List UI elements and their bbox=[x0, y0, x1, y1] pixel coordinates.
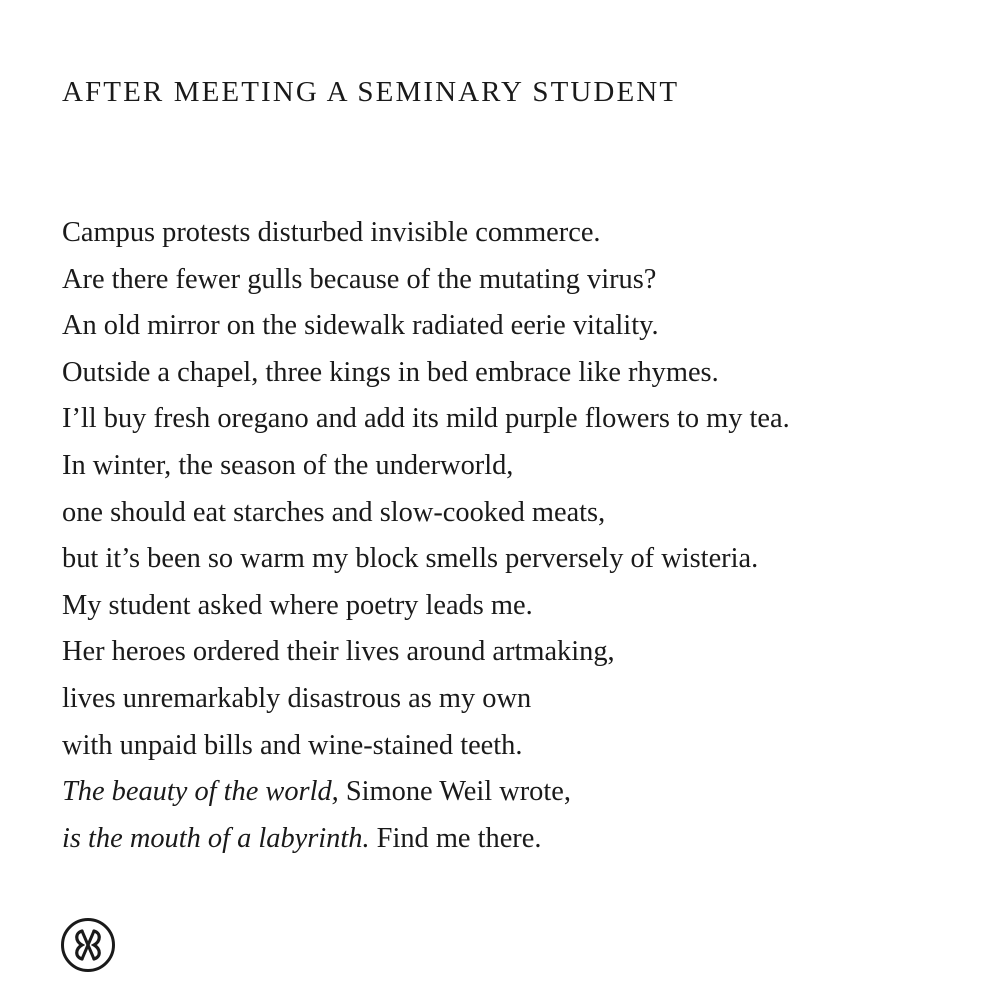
poem-line: one should eat starches and slow-cooked meats, bbox=[62, 496, 606, 528]
poem-line: but it’s been so warm my block smells perversely of wisteria. bbox=[62, 543, 759, 575]
poem-line: In winter, the season of the underworld, bbox=[62, 449, 514, 481]
poem-line: Outside a chapel, three kings in bed embrace like rhymes. bbox=[62, 356, 719, 388]
poem-line: An old mirror on the sidewalk radiated eerie vitality. bbox=[62, 310, 659, 342]
quote-italic: The beauty of the world, bbox=[62, 776, 339, 808]
poem-line: Are there fewer gulls because of the mutating virus? bbox=[62, 263, 657, 295]
poem-line: Campus protests disturbed invisible commerce. bbox=[62, 217, 601, 248]
quote-italic: is the mouth of a labyrinth. bbox=[62, 822, 370, 854]
poem-line: lives unremarkably disastrous as my own bbox=[62, 682, 532, 714]
poem-line: My student asked where poetry leads me. bbox=[62, 589, 533, 621]
poem-line: The beauty of the world, Simone Weil wrote, bbox=[62, 776, 571, 808]
poem-title: AFTER MEETING A SEMINARY STUDENT bbox=[62, 76, 680, 108]
poem-line: is the mouth of a labyrinth. Find me there. bbox=[62, 822, 542, 854]
poem-line: with unpaid bills and wine-stained teeth. bbox=[62, 729, 523, 761]
poem-line: I’ll buy fresh oregano and add its mild purple flowers to my tea. bbox=[62, 403, 790, 435]
poem-line: Her heroes ordered their lives around artmaking, bbox=[62, 636, 615, 668]
poem-body bbox=[62, 210, 790, 862]
circular-monogram-logo-icon bbox=[60, 917, 116, 973]
